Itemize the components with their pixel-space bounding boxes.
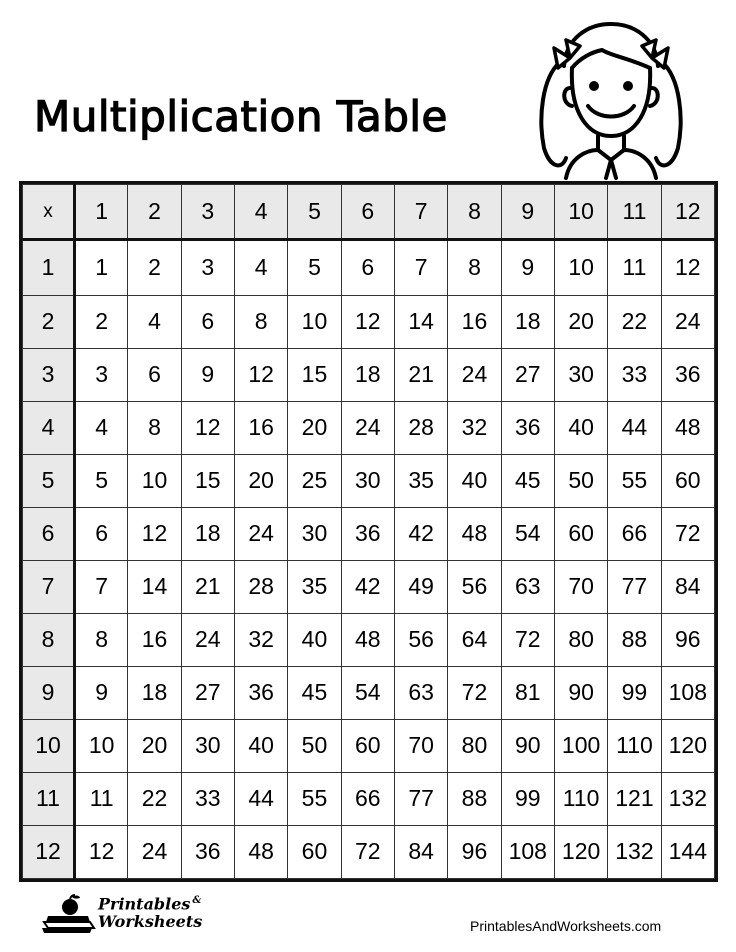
table-cell: 24 [181,613,234,666]
table-cell: 132 [661,772,714,825]
table-cell: 88 [448,772,501,825]
table-cell: 90 [501,719,554,772]
table-cell: 48 [234,825,287,878]
table-cell: 144 [661,825,714,878]
column-header: 1 [75,185,128,240]
table-cell: 24 [661,295,714,348]
table-cell: 6 [75,507,128,560]
table-cell: 15 [288,348,341,401]
column-header: 7 [394,185,447,240]
table-cell: 55 [288,772,341,825]
table-cell: 108 [661,666,714,719]
table-cell: 96 [661,613,714,666]
table-cell: 40 [554,401,607,454]
table-cell: 6 [341,240,394,295]
corner-cell: x [23,185,75,240]
table-cell: 5 [75,454,128,507]
table-cell: 66 [608,507,661,560]
table-cell: 28 [234,560,287,613]
table-cell: 55 [608,454,661,507]
table-cell: 18 [128,666,181,719]
table-row [23,719,715,772]
table-cell: 32 [234,613,287,666]
table-cell: 4 [234,240,287,295]
table-cell: 72 [341,825,394,878]
table-cell: 25 [288,454,341,507]
table-cell: 24 [234,507,287,560]
table-row [23,454,715,507]
table-cell: 110 [608,719,661,772]
table-cell: 12 [75,825,128,878]
row-header: 5 [23,454,75,507]
table-cell: 110 [554,772,607,825]
table-cell: 10 [288,295,341,348]
table-cell: 18 [341,348,394,401]
row-header: 12 [23,825,75,878]
table-cell: 6 [181,295,234,348]
table-cell: 33 [608,348,661,401]
table-cell: 16 [128,613,181,666]
table-cell: 60 [288,825,341,878]
row-header: 11 [23,772,75,825]
row-header: 6 [23,507,75,560]
table-header-row [23,185,715,240]
table-cell: 12 [181,401,234,454]
table-cell: 63 [501,560,554,613]
row-header: 8 [23,613,75,666]
table-cell: 3 [75,348,128,401]
table-cell: 36 [661,348,714,401]
table-cell: 48 [448,507,501,560]
table-cell: 8 [234,295,287,348]
table-cell: 16 [234,401,287,454]
table-cell: 14 [128,560,181,613]
table-cell: 16 [448,295,501,348]
table-cell: 60 [661,454,714,507]
table-cell: 14 [394,295,447,348]
table-cell: 35 [394,454,447,507]
table-cell: 8 [448,240,501,295]
logo-ampersand: & [192,895,202,906]
table-cell: 60 [554,507,607,560]
row-header: 9 [23,666,75,719]
table-cell: 20 [234,454,287,507]
table-cell: 8 [75,613,128,666]
table-cell: 1 [75,240,128,295]
row-header: 1 [23,240,75,295]
logo-line1: Printables [98,894,191,914]
page-title: Multiplication Table [34,92,448,141]
table-cell: 24 [341,401,394,454]
table-cell: 10 [128,454,181,507]
girl-cartoon-icon [536,18,686,180]
table-cell: 88 [608,613,661,666]
table-cell: 22 [128,772,181,825]
table-cell: 35 [288,560,341,613]
logo-line2: Worksheets [98,912,203,932]
table-cell: 64 [448,613,501,666]
table-cell: 4 [128,295,181,348]
table-cell: 11 [608,240,661,295]
table-cell: 84 [394,825,447,878]
table-cell: 7 [394,240,447,295]
table-cell: 60 [341,719,394,772]
table-cell: 24 [128,825,181,878]
table-cell: 96 [448,825,501,878]
table-cell: 5 [288,240,341,295]
table-cell: 36 [341,507,394,560]
table-cell: 70 [554,560,607,613]
table-cell: 9 [75,666,128,719]
table-cell: 36 [501,401,554,454]
table-cell: 121 [608,772,661,825]
table-row [23,507,715,560]
table-cell: 70 [394,719,447,772]
table-row [23,560,715,613]
table-cell: 12 [234,348,287,401]
table-cell: 15 [181,454,234,507]
table-row [23,240,715,295]
table-cell: 100 [554,719,607,772]
table-cell: 132 [608,825,661,878]
table-cell: 24 [448,348,501,401]
table-cell: 49 [394,560,447,613]
table-row [23,825,715,878]
table-row [23,772,715,825]
table-cell: 27 [501,348,554,401]
multiplication-table [19,181,718,882]
table-cell: 80 [448,719,501,772]
column-header: 3 [181,185,234,240]
table-cell: 45 [288,666,341,719]
table-cell: 28 [394,401,447,454]
table-cell: 12 [128,507,181,560]
site-url: PrintablesAndWorksheets.com [470,918,662,934]
table-cell: 80 [554,613,607,666]
table-cell: 90 [554,666,607,719]
table-cell: 40 [234,719,287,772]
table-cell: 18 [181,507,234,560]
row-header: 7 [23,560,75,613]
table-row [23,295,715,348]
table-cell: 99 [501,772,554,825]
table-row [23,401,715,454]
table-cell: 45 [501,454,554,507]
column-header: 6 [341,185,394,240]
table-cell: 77 [394,772,447,825]
table-cell: 81 [501,666,554,719]
table-cell: 30 [181,719,234,772]
table-cell: 22 [608,295,661,348]
table-row [23,613,715,666]
table-cell: 56 [394,613,447,666]
table-cell: 36 [181,825,234,878]
table-cell: 30 [341,454,394,507]
column-header: 8 [448,185,501,240]
table-cell: 20 [128,719,181,772]
table-cell: 44 [608,401,661,454]
table-cell: 21 [181,560,234,613]
table-cell: 36 [234,666,287,719]
table-cell: 66 [341,772,394,825]
row-header: 2 [23,295,75,348]
column-header: 5 [288,185,341,240]
table-cell: 48 [341,613,394,666]
table-cell: 27 [181,666,234,719]
table-cell: 10 [554,240,607,295]
table-cell: 99 [608,666,661,719]
table-cell: 42 [394,507,447,560]
table-cell: 56 [448,560,501,613]
table-cell: 12 [341,295,394,348]
table-cell: 120 [554,825,607,878]
table-cell: 108 [501,825,554,878]
table-cell: 63 [394,666,447,719]
table-cell: 18 [501,295,554,348]
column-header: 2 [128,185,181,240]
table-cell: 72 [501,613,554,666]
table-cell: 4 [75,401,128,454]
table-grid [22,184,715,879]
table-cell: 10 [75,719,128,772]
table-cell: 48 [661,401,714,454]
column-header: 11 [608,185,661,240]
table-cell: 84 [661,560,714,613]
row-header: 10 [23,719,75,772]
column-header: 4 [234,185,287,240]
table-cell: 20 [554,295,607,348]
footer-logo [40,892,240,936]
table-cell: 42 [341,560,394,613]
table-row [23,348,715,401]
table-cell: 32 [448,401,501,454]
table-cell: 21 [394,348,447,401]
table-cell: 72 [661,507,714,560]
table-cell: 40 [448,454,501,507]
table-cell: 12 [661,240,714,295]
table-cell: 50 [554,454,607,507]
row-header: 3 [23,348,75,401]
table-cell: 54 [501,507,554,560]
table-cell: 72 [448,666,501,719]
table-cell: 44 [234,772,287,825]
column-header: 12 [661,185,714,240]
table-cell: 120 [661,719,714,772]
table-cell: 7 [75,560,128,613]
column-header: 9 [501,185,554,240]
table-cell: 40 [288,613,341,666]
table-cell: 9 [181,348,234,401]
table-cell: 30 [554,348,607,401]
table-cell: 2 [75,295,128,348]
table-cell: 77 [608,560,661,613]
table-cell: 20 [288,401,341,454]
table-cell: 6 [128,348,181,401]
table-row [23,666,715,719]
table-cell: 54 [341,666,394,719]
table-cell: 33 [181,772,234,825]
apple-books-icon [40,892,96,936]
table-cell: 9 [501,240,554,295]
table-cell: 8 [128,401,181,454]
table-cell: 50 [288,719,341,772]
table-cell: 30 [288,507,341,560]
table-cell: 11 [75,772,128,825]
table-cell: 3 [181,240,234,295]
row-header: 4 [23,401,75,454]
column-header: 10 [554,185,607,240]
table-cell: 2 [128,240,181,295]
